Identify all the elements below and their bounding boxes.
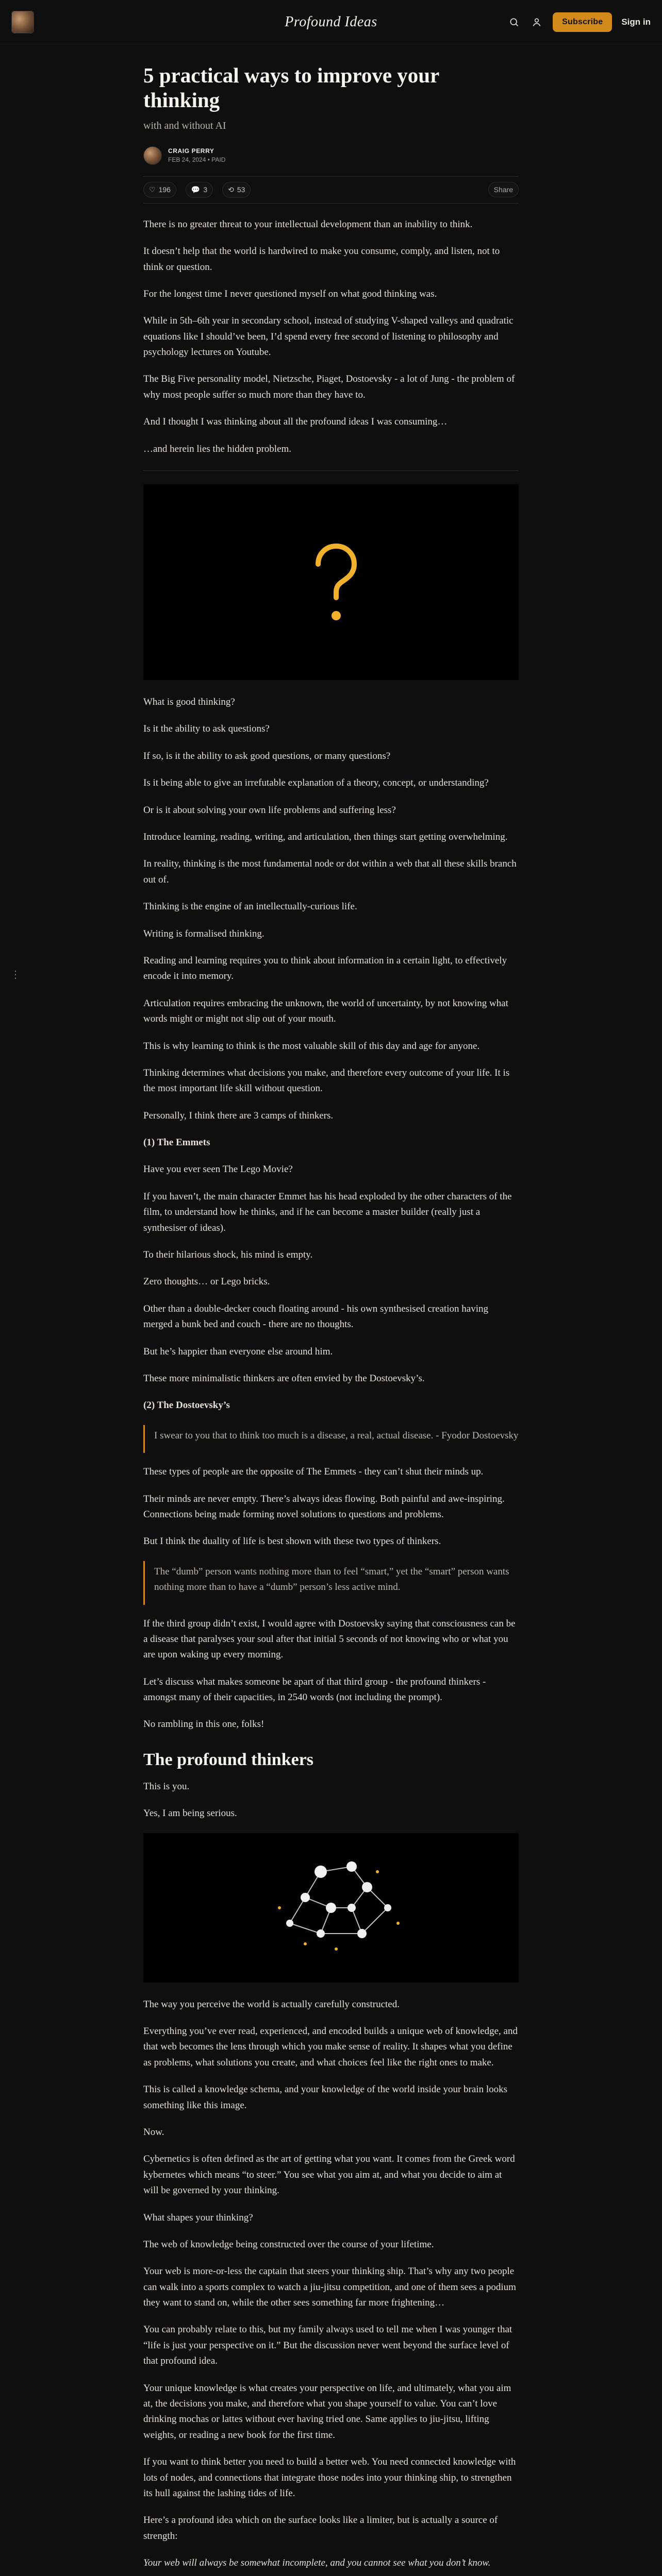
paragraph: Your web is more-or-less the captain that steers your thinking ship. That’s why any two people can walk into a sports complex to watch a jiu-jitsu competition, and one of them sees a podium they want to stand on, while the other sees something far more frightening… xyxy=(143,2266,516,2309)
engagement-bar xyxy=(143,176,519,204)
comment-icon: 💬 xyxy=(191,185,201,194)
paragraph: These more minimalistic thinkers are often envied by the Dostoevsky’s. xyxy=(143,1372,425,1384)
quote-dumb-smart xyxy=(143,1561,519,1605)
paragraph: Yes, I am being serious. xyxy=(143,1808,237,1819)
paragraph: You can probably relate to this, but my family always used to tell me when I was younger that “life is just your perspective on it.” But the discussion never went beyond the surface level of that profound idea. xyxy=(143,2324,512,2367)
paragraph: Thinking is the engine of an intellectually-curious life. xyxy=(143,901,357,912)
author-row xyxy=(143,146,519,165)
author-meta xyxy=(168,147,225,163)
share-button[interactable]: Share xyxy=(488,182,519,197)
profile-icon[interactable] xyxy=(530,15,543,29)
heart-icon: ♡ xyxy=(149,185,156,194)
search-icon[interactable] xyxy=(507,15,521,29)
section-heading-profound-thinkers: The profound thinkers xyxy=(143,1750,314,1769)
paragraph: …and herein lies the hidden problem. xyxy=(143,443,292,454)
subscribe-button[interactable]: Subscribe xyxy=(553,12,612,32)
paragraph: Is it being able to give an irrefutable explanation of a theory, concept, or understanding? xyxy=(143,777,489,789)
post-title: 5 practical ways to improve your thinking xyxy=(143,63,439,112)
post-date: FEB 24, 2024 • PAID xyxy=(168,156,226,163)
like-button[interactable] xyxy=(143,182,176,198)
paragraph: Zero thoughts… or Lego bricks. xyxy=(143,1276,270,1287)
paragraph: What shapes your thinking? xyxy=(143,2212,253,2223)
paragraph: But I think the duality of life is best shown with these two types of thinkers. xyxy=(143,1536,441,1547)
site-logo-avatar[interactable] xyxy=(11,11,34,33)
paragraph: Their minds are never empty. There’s always ideas flowing. Both painful and awe-inspiring. Connections being made forming novel solutions to questions and problems. xyxy=(143,1493,505,1520)
like-count: 196 xyxy=(158,185,171,194)
paragraph: Thinking determines what decisions you make, and therefore every outcome of your life. It is the most important life skill without question. xyxy=(143,1067,510,1094)
paragraph: Other than a double-decker couch floating around - his own synthesised creation having merged a bunk bed and couch - there are no thoughts. xyxy=(143,1303,489,1330)
post-subtitle: with and without AI xyxy=(143,120,226,131)
network-illustration xyxy=(197,1846,465,1970)
paragraph: Everything you’ve ever read, experienced, and encoded builds a unique web of knowledge, and that web becomes the lens through which you make sense of reality. It shapes what you define as problems, what solutions you create, and what choices feel like the right ones to make. xyxy=(143,2026,518,2068)
paragraph: While in 5th–6th year in secondary school, instead of studying V-shaped valleys and quadratic equations like I should’ve been, I’d spend every free second of listening to philosophy and psychology lectures on Youtube. xyxy=(143,315,514,358)
paragraph: Is it the ability to ask questions? xyxy=(143,723,270,735)
paragraph: If the third group didn’t exist, I would agree with Dostoevsky saying that consciousness can be a disease that paralyses your soul after that initial 5 seconds of not knowing who or what you are upon waking up every morning. xyxy=(143,1618,516,1660)
signin-link[interactable]: Sign in xyxy=(621,16,651,27)
quote-dostoevsky xyxy=(143,1425,519,1453)
paragraph: Here’s a profound idea which on the surface looks like a limiter, but is actually a source of strength: xyxy=(143,2515,498,2541)
paragraph: Introduce learning, reading, writing, and articulation, then things start getting overwhelming. xyxy=(143,832,508,842)
paragraph: The way you perceive the world is actually carefully constructed. xyxy=(143,1998,400,2010)
author-avatar[interactable] xyxy=(143,146,162,165)
paragraph: The web of knowledge being constructed over the course of your lifetime. xyxy=(143,2239,434,2250)
paragraph: Now. xyxy=(143,2126,164,2138)
paragraph: To their hilarious shock, his mind is empty. xyxy=(143,1249,313,1261)
paragraph: Your unique knowledge is what creates your perspective on life, and ultimately, what you aim at, the decisions you make, and therefore what you shape yourself to value. You can’t love drinking mochas or lattes without ever having tried one. Same applies to jiu-jitsu, lifting weights, or reading a new book for the first time. xyxy=(143,2382,511,2441)
restack-button[interactable] xyxy=(222,182,251,198)
paragraph: The Big Five personality model, Nietzsche, Piaget, Dostoevsky - a lot of Jung - the problem of why most people suffer so much more than they have to. xyxy=(143,374,515,400)
paragraph: If you want to think better you need to build a better web. You need connected knowledge with lots of nodes, and connections that integrate those nodes into your thinking ship, to strengthen its hull against the lashing tides of life. xyxy=(143,2456,516,2499)
paragraph: And I thought I was thinking about all the profound ideas I was consuming… xyxy=(143,416,448,428)
comment-count: 3 xyxy=(203,185,208,194)
paragraph: This is why learning to think is the most valuable skill of this day and age for anyone. xyxy=(143,1040,480,1052)
question-mark-image xyxy=(143,484,519,680)
section-label-dostoevsky: (2) The Dostoevsky’s xyxy=(143,1400,230,1411)
restack-count: 53 xyxy=(237,185,245,194)
question-mark-icon xyxy=(290,531,372,634)
paragraph: This is you. xyxy=(143,1781,190,1792)
engagement-left xyxy=(143,182,251,198)
paragraph: In reality, thinking is the most fundamental node or dot within a web that all these skills branch out of. xyxy=(143,858,517,885)
article xyxy=(143,44,519,2576)
section-label-emmets: (1) The Emmets xyxy=(143,1137,210,1148)
paragraph: Your web will always be somewhat incomplete, and you cannot see what you don’t know. xyxy=(143,2557,491,2569)
paragraph: No rambling in this one, folks! xyxy=(143,1719,264,1730)
quote-text: The “dumb” person wants nothing more than to feel “smart,” yet the “smart” person wants nothing more than to have a “dumb” person’s less active mind. xyxy=(154,1566,509,1593)
header-actions xyxy=(507,12,651,32)
quote-text: I swear to you that to think too much is a disease, a real, actual disease. - Fyodor Dostoevsky xyxy=(154,1430,519,1441)
top-bar xyxy=(0,0,662,44)
paragraph: This is called a knowledge schema, and your knowledge of the world inside your brain looks something like this image. xyxy=(143,2084,507,2111)
paragraph: It doesn’t help that the world is hardwired to make you consume, comply, and listen, not to think or question. xyxy=(143,246,500,273)
paragraph: There is no greater threat to your intellectual development than an inability to think. xyxy=(143,218,473,230)
paragraph: If you haven’t, the main character Emmet has his head exploded by the other characters of the film, to understand how he thinks, and if he can become a master builder (really just a synthesiser of ideas). xyxy=(143,1191,512,1233)
divider xyxy=(143,470,519,471)
restack-icon: ⟲ xyxy=(228,185,234,194)
comment-button[interactable] xyxy=(186,182,213,198)
paragraph: If so, is it the ability to ask good questions, or many questions? xyxy=(143,750,391,761)
paragraph: These types of people are the opposite of The Emmets - they can’t shut their minds up. xyxy=(143,1466,484,1478)
paragraph: Have you ever seen The Lego Movie? xyxy=(143,1164,293,1175)
paragraph: Let’s discuss what makes someone be apart of that third group - the profound thinkers - amongst many of their capacities, in 2540 words (not including the prompt). xyxy=(143,1676,486,1703)
paragraph: What is good thinking? xyxy=(143,697,235,708)
knowledge-web-image xyxy=(143,1833,519,1982)
paragraph: But he’s happier than everyone else around him. xyxy=(143,1346,333,1357)
left-rail-more[interactable]: ⋮ xyxy=(10,969,21,980)
paragraph: Writing is formalised thinking. xyxy=(143,928,264,939)
author-name[interactable]: CRAIG PERRY xyxy=(168,147,214,155)
paragraph: Reading and learning requires you to think about information in a certain light, to effectively encode it into memory. xyxy=(143,955,507,982)
paragraph: For the longest time I never questioned myself on what good thinking was. xyxy=(143,288,437,299)
paragraph: Articulation requires embracing the unknown, the world of uncertainty, by not knowing what words might or might not slip out of your mouth. xyxy=(143,997,508,1025)
paragraph: Or is it about solving your own life problems and suffering less? xyxy=(143,804,396,816)
paragraph: Cybernetics is often defined as the art of getting what you want. It comes from the Greek word kybernetes which means “to steer.” You see what you aim at, and what you decide to aim at will be governed by your thinking. xyxy=(143,2154,515,2196)
publication-name[interactable]: Profound Ideas xyxy=(285,13,377,30)
paragraph: Personally, I think there are 3 camps of thinkers. xyxy=(143,1110,334,1121)
